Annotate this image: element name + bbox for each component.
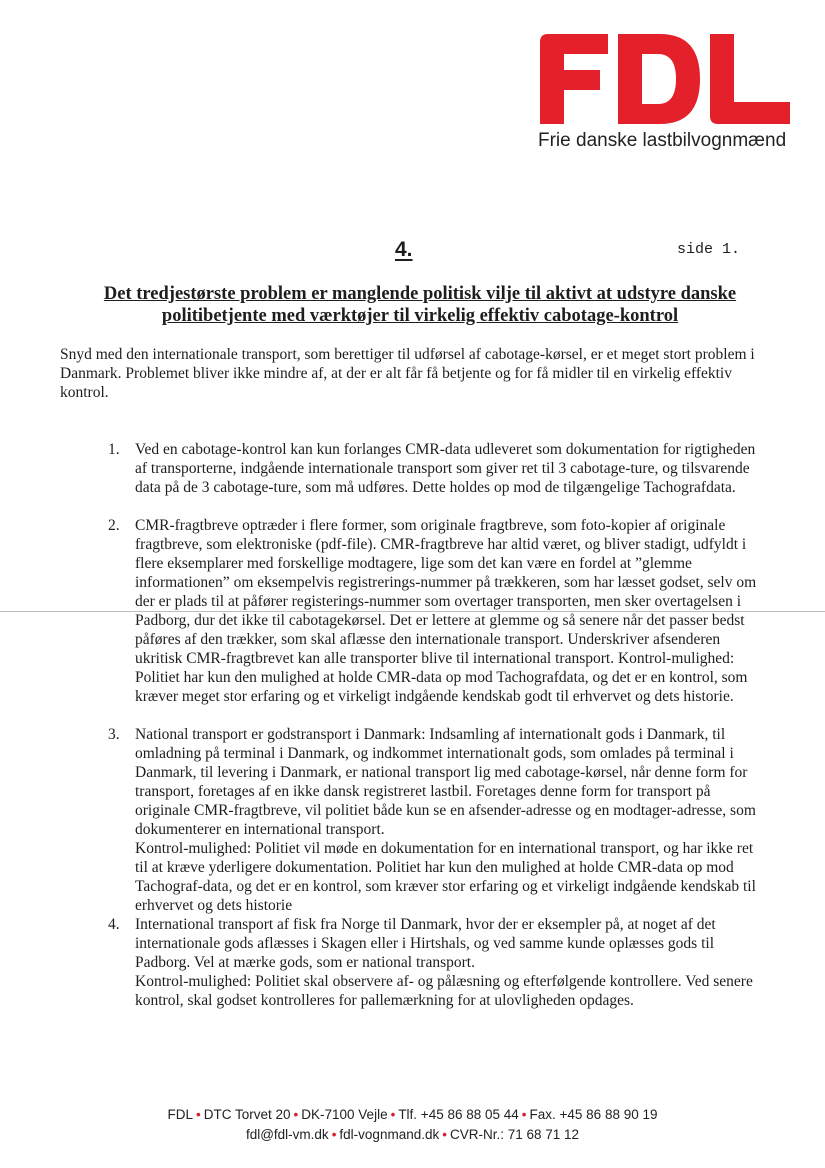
logo-tagline: Frie danske lastbilvognmænd [538,130,787,151]
list-item-number: 2. [108,517,120,534]
list-item-text: CMR-fragtbreve optræder i flere former, som originale fragtbreve, som foto-kopier af originale fragtbreve, som elektroniske (pdf-file). CMR-fragtbreve har altid været, og bliver stadigt, udfyldt i flere eksemplarer med forskellige modtagere, lige som det kan være en fordel at ”glemme informationen” om eksempelvis registrerings-nummer på trækkeren, som har læsset godset, selv om der er plads til at påfører registerings-nummer som overtager transporten, men sker overtagelsen i Padborg, dur det ikke til cabotagekørsel. Det er lettere at glemme og så senere når det passer bedst påføres af den trækker, som skal aflæsse den internationale transport. Underskriver afsenderen ukritisk CMR-fragtbrevet kan alle transporter blive til international transport. Kontrol-mulighed: Politiet har kun den mulighed at holde CMR-data op mod Tachografdata, og det er en kontrol, som kræver meget stor erfaring og et virkeligt indgående kendskab godt til erhvervet og dets historie. [135,517,757,705]
separator-dot-icon: • [521,1107,527,1122]
list-item [108,915,768,1010]
list-item-number: 3. [108,726,120,743]
list-item [108,725,768,915]
list-item-text: International transport af fisk fra Norge til Danmark, hvor der er eksempler på, at noget af det internationale gods aflæsses i Skagen eller i Hirtshals, og ved samme kunde oplæsses gods til Padborg. Vel at mærke gods, som er national transport. [135,916,716,971]
list-item [108,516,768,706]
separator-dot-icon: • [390,1107,396,1122]
intro-paragraph: Snyd med den internationale transport, som berettiger til udførsel af cabotage-kørsel, er et meget stort problem i Danmark. Problemet bliver ikke mindre af, at der er alt får få betjente og for få midler til en virkelig effektiv kontrol. [60,346,755,401]
separator-dot-icon: • [196,1107,201,1122]
section-number: 4. [395,238,413,261]
list-item-control-text: Kontrol-mulighed: Politiet vil møde en dokumentation for en international transport, og har ikke ret til at kræve yderligere dokumentation. Politiet har kun den mulighed at holde CMR-data op mod Tachograf-data, og det er en kontrol, som kræver stor erfaring og et virkeligt indgående kendskab til erhvervet og dets historie [135,840,756,914]
list-item-text: Ved en cabotage-kontrol kan kun forlanges CMR-data udleveret som dokumentation for rigtigheden af transporterne, indgående internationale transport som giver ret til 3 cabotage-ture, og tilsvarende data på de 3 cabotage-ture, som må udføres. Dette holdes op mod de tilgængelige Tachografdata. [135,441,756,496]
footer-fax: Fax. +45 86 88 90 19 [529,1107,658,1122]
footer-address: DTC Torvet 20 [203,1107,291,1122]
page-footer [0,1105,825,1145]
document-title: Det tredjestørste problem er manglende politisk vilje til aktivt at udstyre danske politibetjente med værktøjer til virkelig effektiv cabotage-kontrol [103,284,737,326]
separator-dot-icon: • [442,1127,447,1142]
footer-line-1 [0,1105,825,1125]
footer-city: DK-7100 Vejle [301,1107,388,1122]
list-item-text: National transport er godstransport i Danmark: Indsamling af internationalt gods i Danmark, til omladning på terminal i Danmark, og indkommet internationalt gods, som omlades på terminal i Danmark, til levering i Danmark, er national transport lig med cabotage-kørsel, når denne form for transport, foretages af en ikke dansk registreret lastbil. Foretages denne form for transport på originale CMR-fragtbreve, vil politiet både kun se en afsender-adresse og en modtager-adresse, som dokumenterer en international transport. [135,726,756,838]
footer-line-2 [0,1125,825,1145]
list-item-number: 4. [108,916,120,933]
fdl-logo-graphic [540,34,790,124]
footer-web: fdl-vognmand.dk [339,1127,440,1142]
footer-phone: Tlf. +45 86 88 05 44 [398,1107,519,1122]
footer-email: fdl@fdl-vm.dk [245,1127,329,1142]
list-item-number: 1. [108,441,120,458]
footer-cvr: CVR-Nr.: 71 68 71 12 [449,1127,580,1142]
page-number: side 1. [677,241,741,258]
numbered-list [108,440,768,1010]
footer-org: FDL [167,1107,194,1122]
separator-dot-icon: • [293,1107,299,1122]
list-item-control-text: Kontrol-mulighed: Politiet skal observere af- og pålæsning og efterfølgende kontrollere. Ved senere kontrol, skal godset kontrolleres for pallemærkning for at ulovligheden opdages. [135,973,753,1009]
separator-dot-icon: • [331,1127,337,1142]
fdl-logo [540,34,790,124]
list-item [108,440,768,497]
